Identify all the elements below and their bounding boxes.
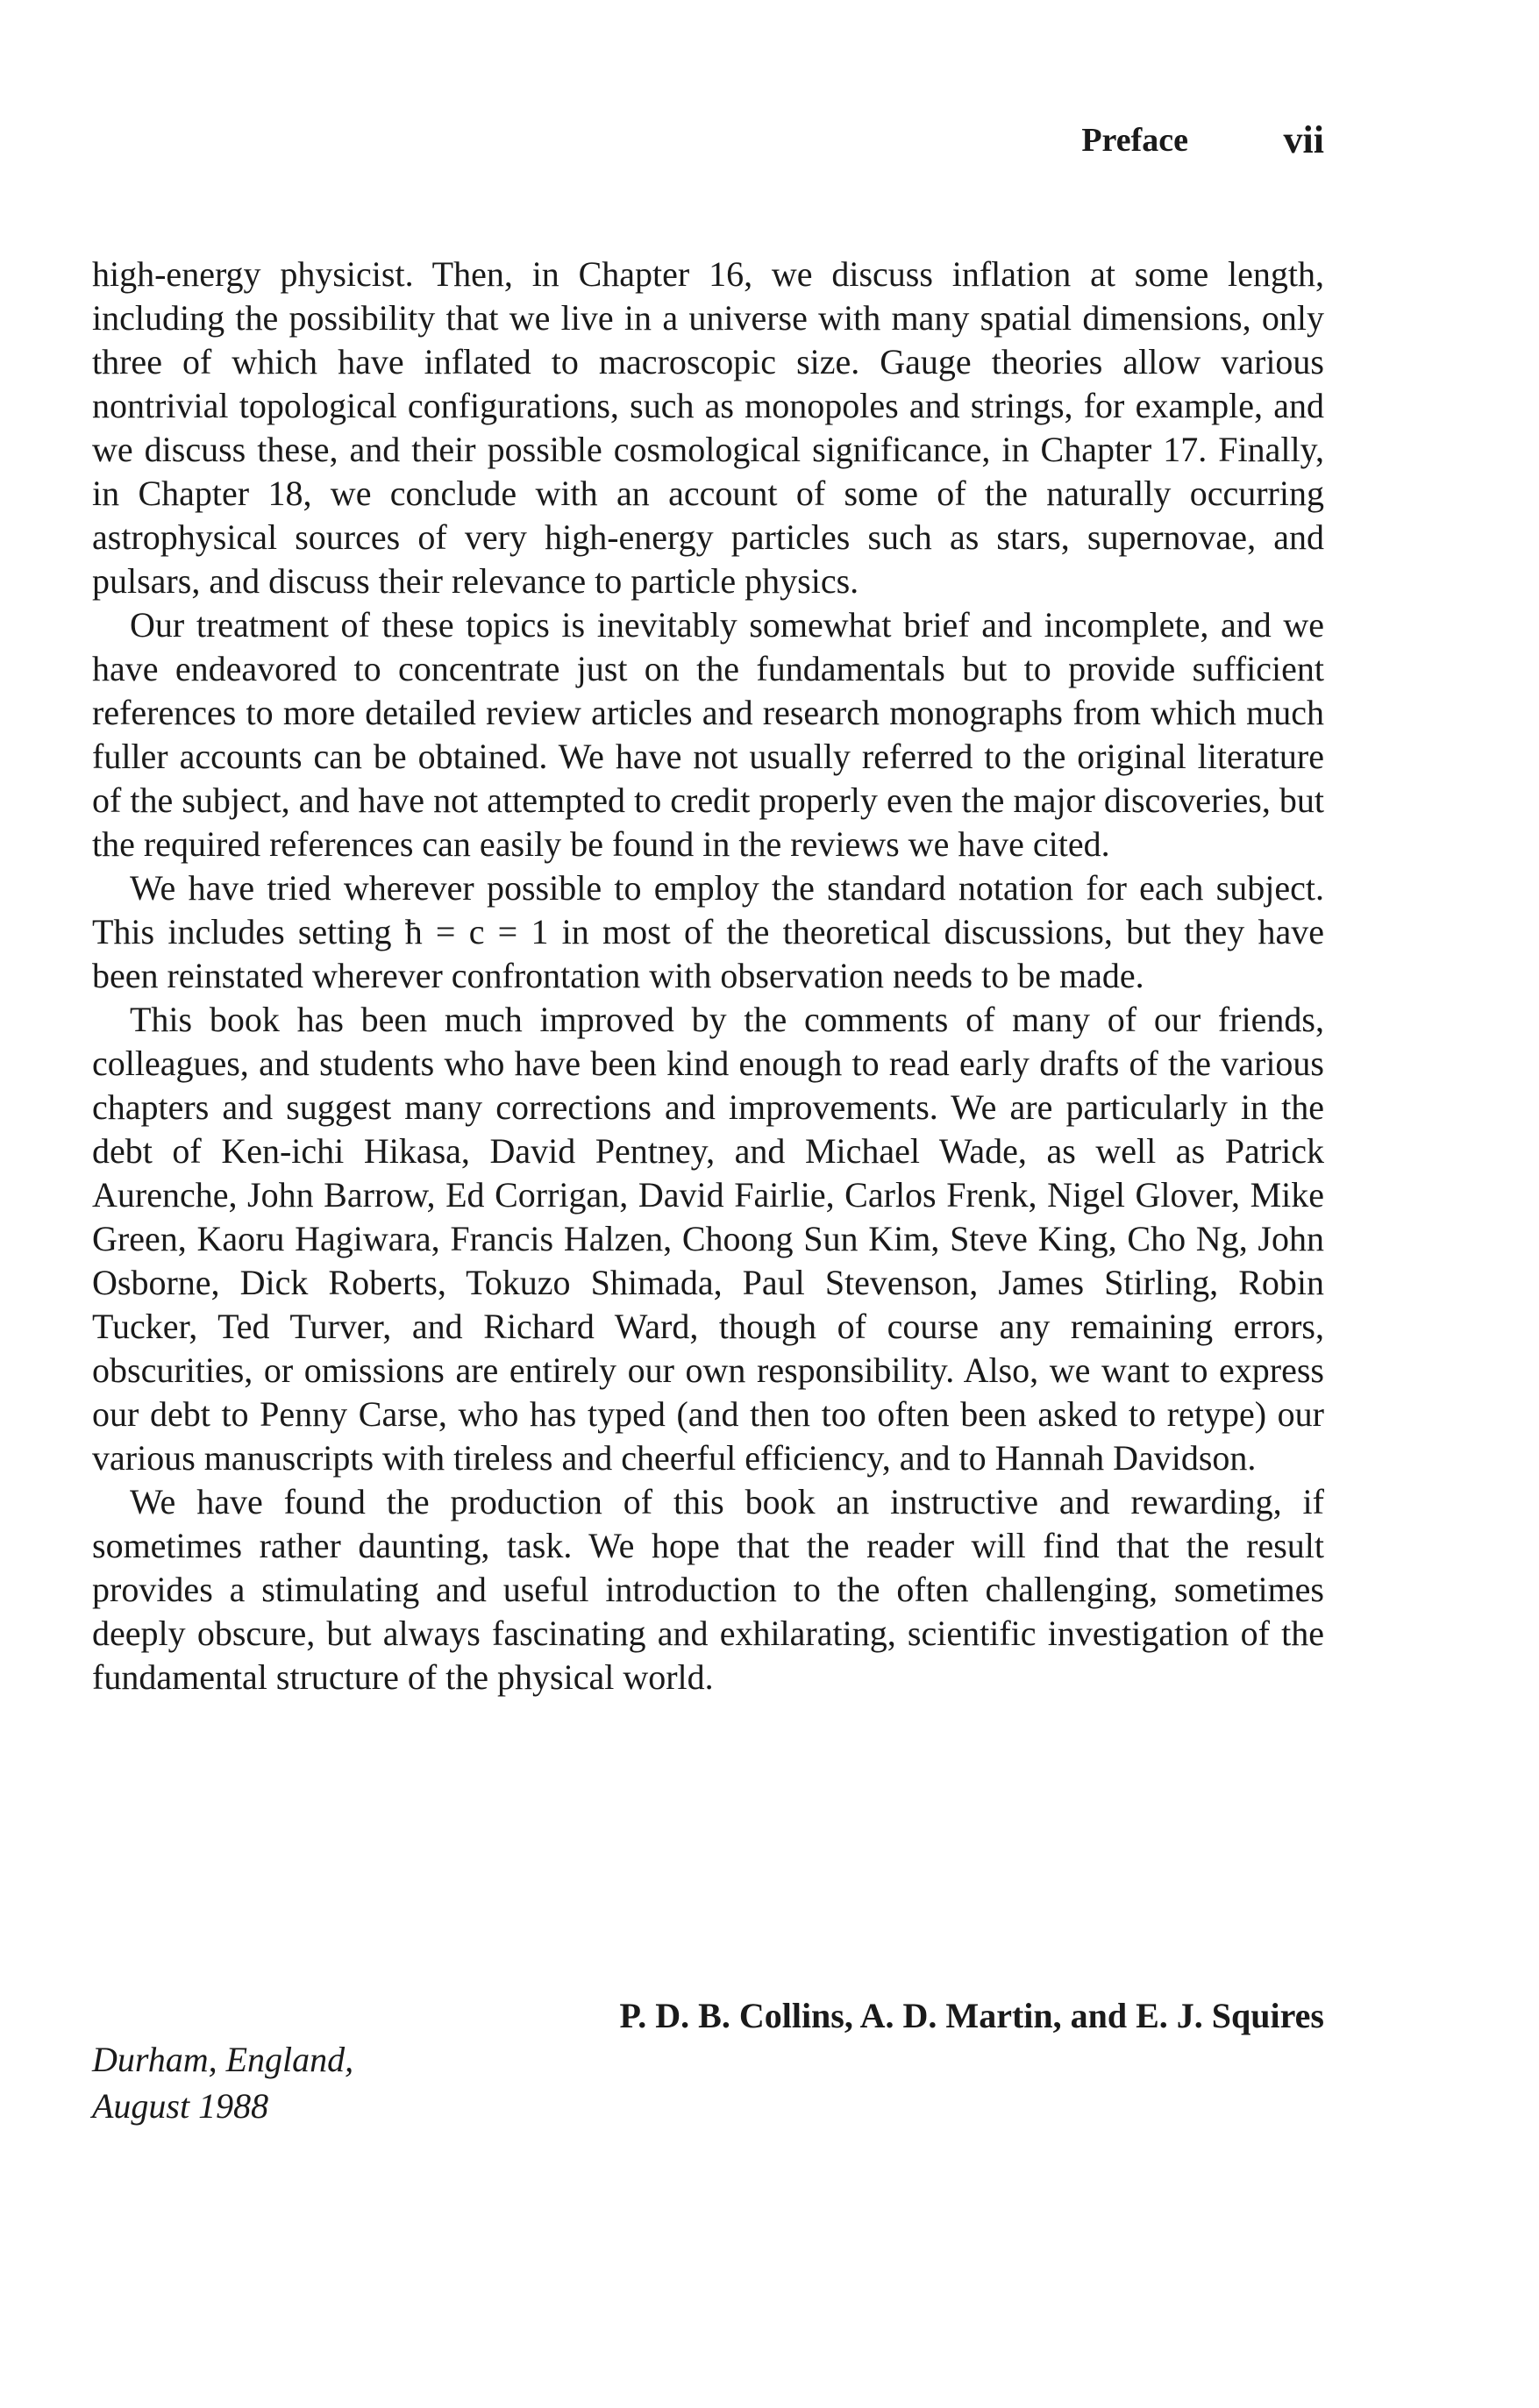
running-head-title: Preface <box>1081 122 1188 159</box>
running-head <box>92 118 1324 174</box>
date: August 1988 <box>92 2086 269 2126</box>
paragraph: This book has been much improved by the comments of many of our friends, colleagues, and students who have been kind enough to read early drafts of the various chapters and suggest many corrections and improvements. We are particularly in the debt of Ken-ichi Hikasa, David Pentney, and Michael Wade, as well as Patrick Aurenche, John Barrow, Ed Corrigan, David Fairlie, Carlos Frenk, Nigel Glover, Mike Green, Kaoru Hagiwara, Francis Halzen, Choong Sun Kim, Steve King, Cho Ng, John Osborne, Dick Roberts, Tokuzo Shimada, Paul Stevenson, James Stirling, Robin Tucker, Ted Turver, and Richard Ward, though of course any remaining errors, obscurities, or omissions are entirely our own responsibility. Also, we want to express our debt to Penny Carse, who has typed (and then too often been asked to retype) our various manuscripts with tireless and cheerful efficiency, and to Hannah Davidson. <box>92 1000 1324 1478</box>
preface-body <box>92 253 1324 1699</box>
author-signature: P. D. B. Collins, A. D. Martin, and E. J. Squires <box>619 1996 1324 2035</box>
place-date-block <box>92 2036 353 2129</box>
paragraph: We have found the production of this book an instructive and rewarding, if sometimes rather daunting, task. We hope that the reader will find that the result provides a stimulating and useful introduction to the often challenging, sometimes deeply obscure, but always fascinating and exhilarating, scientific investigation of the fundamental structure of the physical world. <box>92 1482 1324 1697</box>
page-number: vii <box>1283 118 1324 161</box>
paragraph: high-energy physicist. Then, in Chapter 16, we discuss inflation at some length, including the possibility that we live in a universe with many spatial dimensions, only three of which have inflated to macroscopic size. Gauge theories allow various nontrivial topological configurations, such as monopoles and strings, for example, and we discuss these, and their possible cosmological significance, in Chapter 17. Finally, in Chapter 18, we conclude with an account of some of the naturally occurring astrophysical sources of very high-energy particles such as stars, supernovae, and pulsars, and discuss their relevance to particle physics. <box>92 254 1324 601</box>
place: Durham, England, <box>92 2040 354 2079</box>
paragraph: Our treatment of these topics is inevitably somewhat brief and incomplete, and we have endeavored to concentrate just on the fundamentals but to provide sufficient references to more detailed review articles and research monographs from which much fuller accounts can be obtained. We have not usually referred to the original literature of the subject, and have not attempted to credit properly even the major discoveries, but the required references can easily be found in the reviews we have cited. <box>92 605 1324 864</box>
paragraph: We have tried wherever possible to employ the standard notation for each subject. This includes setting ħ = c = 1 in most of the theoretical discussions, but they have been reinstated wherever confrontation with observation needs to be made. <box>92 868 1324 995</box>
